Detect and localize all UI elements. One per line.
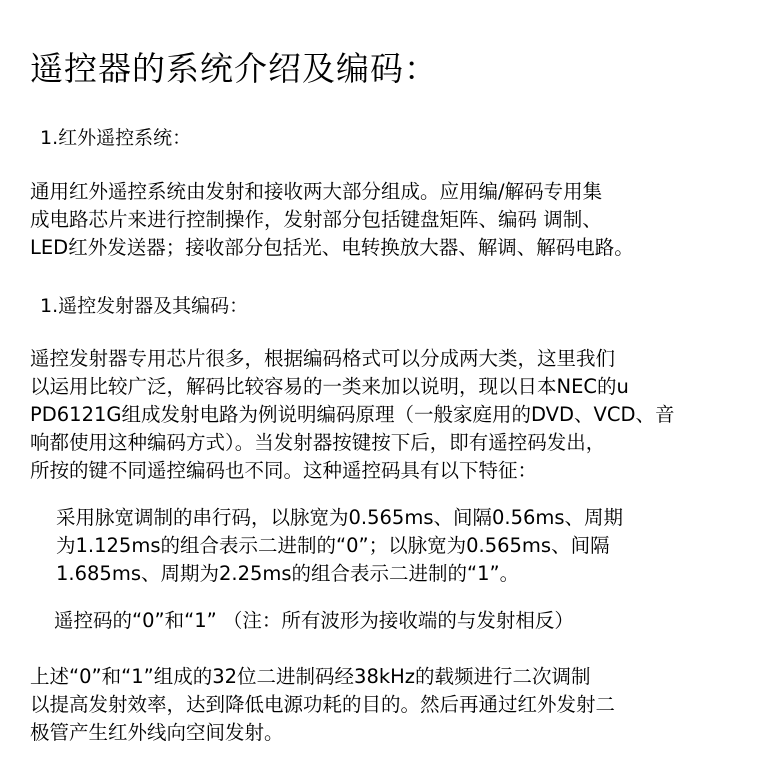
paragraph-line: 采用脉宽调制的串行码，以脉宽为0.565ms、间隔0.56ms、周期 <box>56 506 624 529</box>
paragraph-line: PD6121G组成发射电路为例说明编码原理（一般家庭用的DVD、VCD、音 <box>30 403 675 426</box>
paragraph-transmitter <box>30 345 760 485</box>
paragraph-line: 极管产生红外线向空间发射。 <box>30 721 284 744</box>
page-title: 遥控器的系统介绍及编码： <box>30 49 438 88</box>
paragraph-line: 以运用比较广泛，解码比较容易的一类来加以说明，现以日本NEC的u <box>30 375 629 398</box>
paragraph-code-features <box>56 504 756 588</box>
paragraph-line: LED红外发送器；接收部分包括光、电转换放大器、解调、解码电路。 <box>30 236 634 259</box>
paragraph-line: 所按的键不同遥控编码也不同。这种遥控码具有以下特征： <box>30 459 538 482</box>
paragraph-line: 1.685ms、周期为2.25ms的组合表示二进制的“1”。 <box>56 562 520 585</box>
paragraph-modulation <box>30 663 760 747</box>
paragraph-ir-system <box>30 178 760 262</box>
section-heading-transmitter: 1.遥控发射器及其编码： <box>40 295 249 317</box>
section-heading-ir-system: 1.红外遥控系统： <box>40 127 192 149</box>
paragraph-line: 上述“0”和“1”组成的32位二进制码经38kHz的载频进行二次调制 <box>30 665 591 688</box>
waveform-note: 遥控码的“0”和“1” （注：所有波形为接收端的与发射相反） <box>54 609 574 632</box>
paragraph-line: 为1.125ms的组合表示二进制的“0”；以脉宽为0.565ms、间隔 <box>56 534 610 557</box>
paragraph-line: 通用红外遥控系统由发射和接收两大部分组成。应用编/解码专用集 <box>30 180 603 203</box>
paragraph-line: 遥控发射器专用芯片很多，根据编码格式可以分成两大类，这里我们 <box>30 347 616 370</box>
paragraph-line: 响都使用这种编码方式）。当发射器按键按下后，即有遥控码发出， <box>30 431 606 454</box>
paragraph-line: 成电路芯片来进行控制操作，发射部分包括键盘矩阵、编码 调制、 <box>30 208 602 231</box>
paragraph-line: 以提高发射效率，达到降低电源功耗的目的。然后再通过红外发射二 <box>30 693 616 716</box>
